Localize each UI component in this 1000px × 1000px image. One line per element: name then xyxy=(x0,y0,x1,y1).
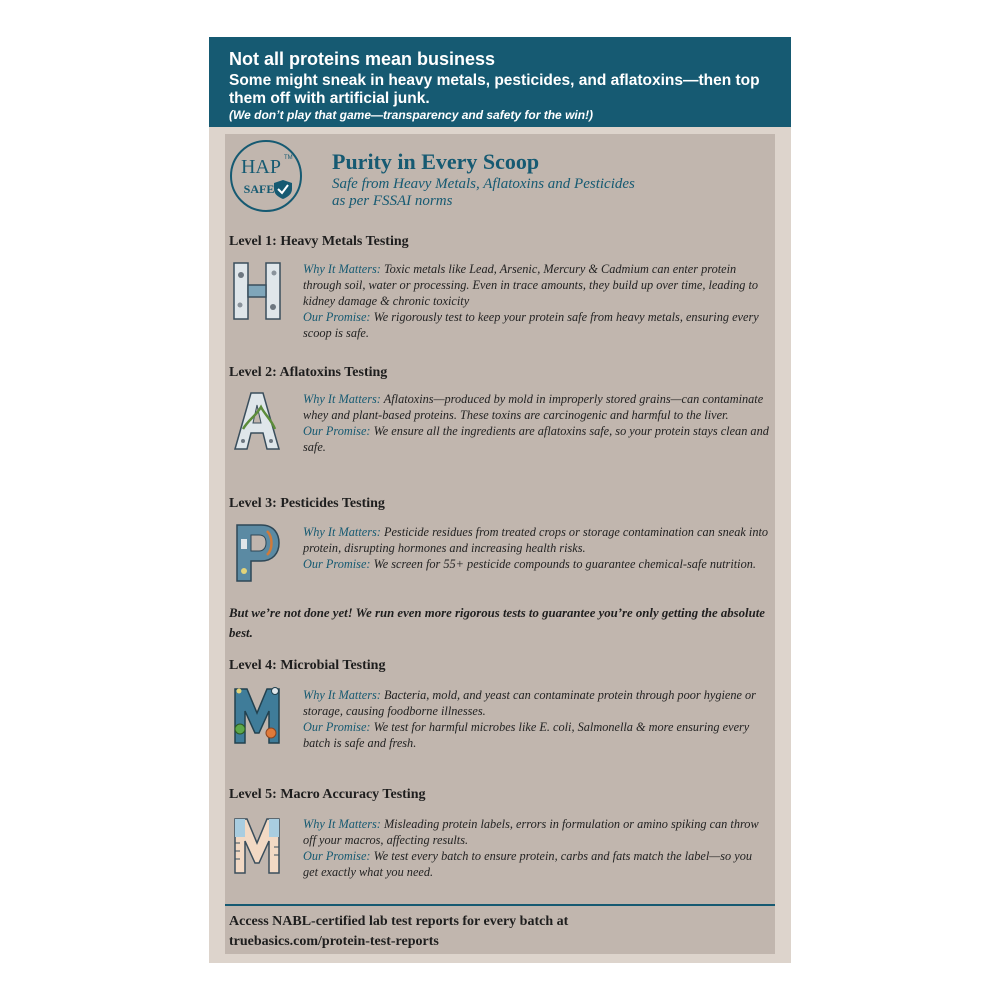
badge-hap-text: HAP xyxy=(240,156,282,178)
footer-divider xyxy=(225,904,775,906)
level-2-promise: We ensure all the ingredients are aflatoxins safe, so your protein stays clean and safe. xyxy=(303,424,769,454)
promise-label: Our Promise: xyxy=(303,310,371,324)
footer-line-1: Access NABL-certified lab test reports for every batch at xyxy=(229,914,569,929)
section-title: Purity in Every Scoop xyxy=(332,149,540,174)
level-5-promise: We test every batch to ensure protein, carbs and fats match the label—so you get exactly what you need. xyxy=(303,849,752,879)
promise-label: Our Promise: xyxy=(303,424,371,438)
promise-label: Our Promise: xyxy=(303,720,371,734)
level-5-title: Level 5: Macro Accuracy Testing xyxy=(229,787,426,802)
level-4-title: Level 4: Microbial Testing xyxy=(229,658,386,673)
top-banner xyxy=(209,37,791,127)
footer-report-link[interactable]: truebasics.com/protein-test-reports xyxy=(229,934,439,949)
info-card xyxy=(209,37,791,963)
level-3-text xyxy=(303,524,769,572)
promise-label: Our Promise: xyxy=(303,557,371,571)
level-1-title: Level 1: Heavy Metals Testing xyxy=(229,234,409,249)
level-1-promise: We rigorously test to keep your protein safe from heavy metals, ensuring every scoop is safe. xyxy=(303,310,759,340)
footer-text xyxy=(229,912,769,952)
level-4-why: Bacteria, mold, and yeast can contaminate protein through poor hygiene or storage, causing foodborne illnesses. xyxy=(303,688,756,718)
banner-body: Some might sneak in heavy metals, pesticides, and aflatoxins—then top them off with artificial junk. xyxy=(229,72,760,107)
banner-headline: Not all proteins mean business xyxy=(229,49,496,69)
level-4-promise: We test for harmful microbes like E. coli, Salmonella & more ensuring every batch is safe and fresh. xyxy=(303,720,750,750)
letter-h-icon xyxy=(231,259,283,323)
section-subtitle xyxy=(332,176,662,210)
badge-tm-text: TM xyxy=(284,155,293,161)
level-3-title: Level 3: Pesticides Testing xyxy=(229,496,385,511)
badge-safe-text: SAFE xyxy=(243,182,275,196)
promise-label: Our Promise: xyxy=(303,849,371,863)
why-label: Why It Matters: xyxy=(303,525,381,539)
level-3-why: Pesticide residues from treated crops or storage contamination can sneak into protein, disrupting hormones and increasing health risks. xyxy=(303,525,769,555)
level-5-text xyxy=(303,816,769,880)
letter-a-icon xyxy=(231,389,283,453)
subtitle-line-2: as per FSSAI norms xyxy=(332,193,453,209)
level-2-why: Aflatoxins—produced by mold in improperly stored grains—can contaminate whey and plant-based proteins. These toxins are carcinogenic and harmful to the liver. xyxy=(303,392,764,422)
subtitle-line-1: Safe from Heavy Metals, Aflatoxins and Pesticides xyxy=(332,176,635,192)
why-label: Why It Matters: xyxy=(303,817,381,831)
level-1-why: Toxic metals like Lead, Arsenic, Mercury & Cadmium can enter protein through soil, water or processing. Even in trace amounts, they build up over time, leading to kidney damage & chronic toxicity xyxy=(303,262,759,308)
level-2-title: Level 2: Aflatoxins Testing xyxy=(229,365,388,380)
hap-safe-badge xyxy=(229,139,303,213)
why-label: Why It Matters: xyxy=(303,392,381,406)
banner-note: (We don’t play that game—transparency and safety for the win!) xyxy=(229,108,594,122)
level-1-text xyxy=(303,261,769,341)
shield-check-icon xyxy=(274,180,292,199)
letter-m-measure-icon xyxy=(231,813,283,877)
not-done-note: But we’re not done yet! We run even more rigorous tests to guarantee you’re only getting the absolute best. xyxy=(229,606,765,640)
level-2-text xyxy=(303,391,769,455)
level-5-why: Misleading protein labels, errors in formulation or amino spiking can throw off your macros, affecting results. xyxy=(303,817,759,847)
level-4-text xyxy=(303,687,769,751)
letter-p-icon xyxy=(231,521,283,585)
why-label: Why It Matters: xyxy=(303,262,381,276)
why-label: Why It Matters: xyxy=(303,688,381,702)
letter-m-microbe-icon xyxy=(231,683,283,747)
level-3-promise: We screen for 55+ pesticide compounds to guarantee chemical-safe nutrition. xyxy=(373,557,756,571)
